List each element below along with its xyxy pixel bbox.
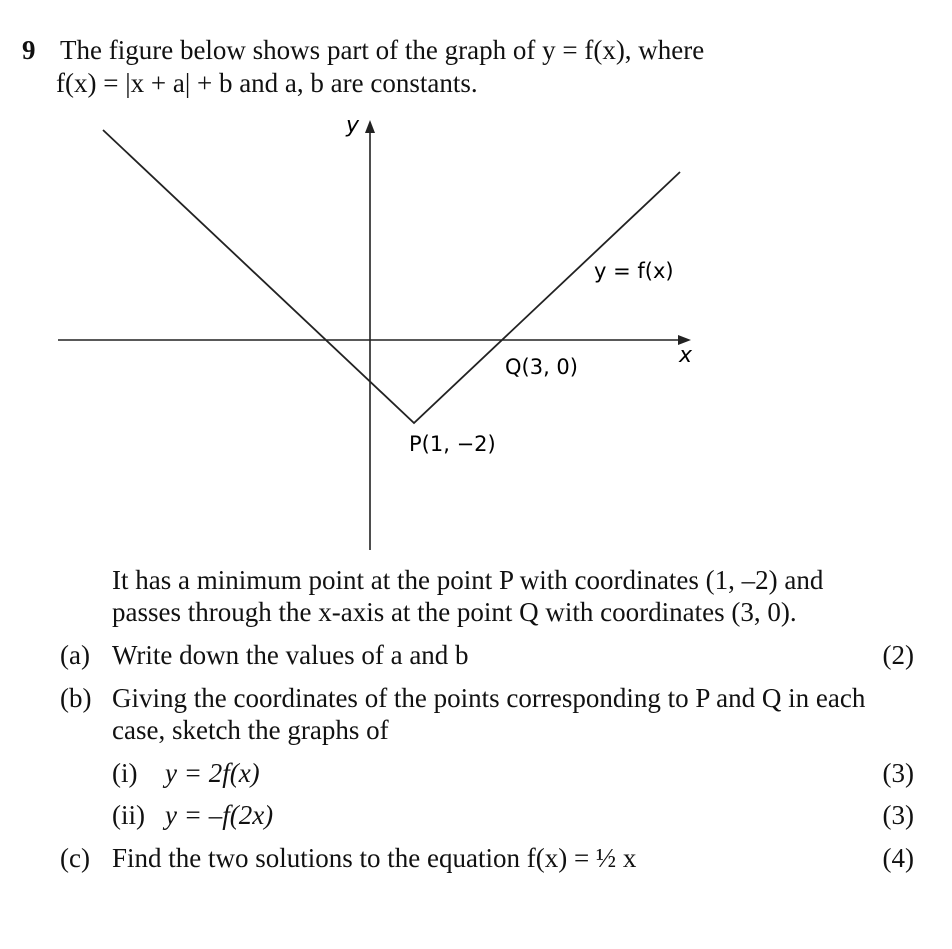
part-a-label: (a) [60,640,90,670]
question-intro-line-1: The figure below shows part of the graph of y = f(x), where [60,35,705,65]
question-intro-line-2: f(x) = |x + a| + b and a, b are constants. [56,68,478,98]
part-b-ii-text: y = –f(2x) [165,800,274,830]
part-b-i-marks: (3) [882,758,914,788]
part-b-i-label: (i) [112,758,138,788]
part-b-text-line-1: Giving the coordinates of the points corresponding to P and Q in each [112,683,866,713]
part-a-marks: (2) [882,640,914,670]
y-axis-arrowhead [365,120,375,133]
part-a-text: Write down the values of a and b [112,640,469,670]
curve-label: y = f(x) [594,259,674,283]
point-q-label: Q(3, 0) [505,355,578,379]
part-b-label: (b) [60,683,92,713]
body-line-1: It has a minimum point at the point P with coordinates (1, –2) and [112,565,824,595]
point-p-label: P(1, −2) [409,432,496,456]
body-line-2: passes through the x-axis at the point Q with coordinates (3, 0). [112,597,797,627]
part-c-label: (c) [60,843,90,873]
part-c-text: Find the two solutions to the equation f(x) = ½ x [112,843,637,873]
x-axis-label: x [679,343,693,368]
part-b-i-text: y = 2f(x) [165,758,260,788]
question-number: 9 [22,35,36,65]
y-axis-label: y [346,113,360,138]
part-b-ii-marks: (3) [882,800,914,830]
part-c-marks: (4) [882,843,914,873]
part-b-text-line-2: case, sketch the graphs of [112,715,389,745]
part-b-ii-label: (ii) [112,800,145,830]
